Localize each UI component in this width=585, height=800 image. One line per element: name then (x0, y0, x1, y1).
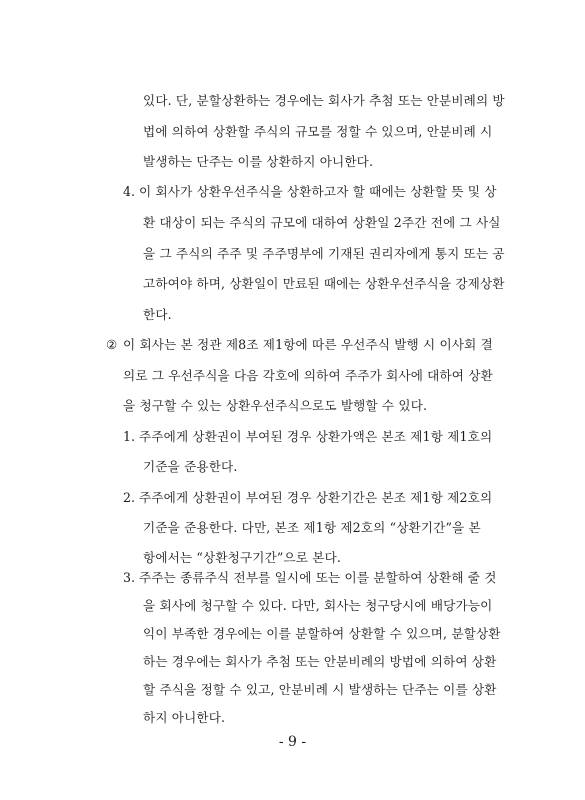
text-line: 주주에게 상환권이 부여된 경우 상환가액은 본조 제1항 제1호의 (139, 429, 493, 444)
text-line: 환 대상이 되는 주식의 규모에 대하여 상환일 2주간 전에 그 사실 (143, 215, 501, 230)
item-number: 3. (123, 570, 136, 585)
text-line: 할 주식을 정할 수 있고, 안분비례 시 발생하는 단주는 이를 상환 (143, 682, 497, 697)
text-line: 발생하는 단주는 이를 상환하지 아니한다. (143, 154, 374, 169)
text-line: 하는 경우에는 회사가 추첨 또는 안분비례의 방법에 의하여 상환 (143, 654, 497, 669)
item-number: 1. (123, 429, 136, 444)
text-line: 의로 그 우선주식을 다음 각호에 의하여 주주가 회사에 대하여 상환 (123, 368, 493, 383)
text-line: 기준을 준용한다. 다만, 본조 제1항 제2호의 “상환기간”을 본 (143, 520, 481, 535)
item-number: 4. (123, 184, 136, 199)
text-line: 하지 아니한다. (143, 710, 226, 725)
text-line: 고하여야 하며, 상환일이 만료된 때에는 상환우선주식을 강제상환 (143, 276, 505, 291)
text-line: 주주에게 상환권이 부여된 경우 상환기간은 본조 제1항 제2호의 (139, 490, 493, 505)
text-line: 주주는 종류주식 전부를 일시에 또는 이를 분할하여 상환해 줄 것 (139, 570, 497, 585)
text-line: 기준을 준용한다. (143, 459, 238, 474)
text-line: 있다. 단, 분할상환하는 경우에는 회사가 추첨 또는 안분비례의 방 (143, 93, 505, 108)
text-line: 한다. (143, 307, 172, 322)
text-line: 항에서는 “상환청구기간”으로 본다. (143, 550, 342, 565)
text-line: 을 회사에 청구할 수 있다. 다만, 회사는 청구당시에 배당가능이 (143, 598, 493, 613)
text-line: 을 그 주식의 주주 및 주주명부에 기재된 권리자에게 통지 또는 공 (143, 246, 505, 261)
item-number: 2. (123, 490, 136, 505)
clause-number: ② (106, 337, 118, 352)
text-line: 익이 부족한 경우에는 이를 분할하여 상환할 수 있으며, 분할상환 (143, 626, 501, 641)
text-line: 을 청구할 수 있는 상환우선주식으로도 발행할 수 있다. (123, 398, 428, 413)
page-number: - 9 - (278, 734, 307, 750)
text-line: 이 회사는 본 정관 제8조 제1항에 따른 우선주식 발행 시 이사회 결 (123, 337, 493, 352)
text-line: 법에 의하여 상환할 주식의 규모를 정할 수 있으며, 안분비례 시 (143, 124, 493, 139)
text-line: 이 회사가 상환우선주식을 상환하고자 할 때에는 상환할 뜻 및 상 (139, 184, 497, 199)
